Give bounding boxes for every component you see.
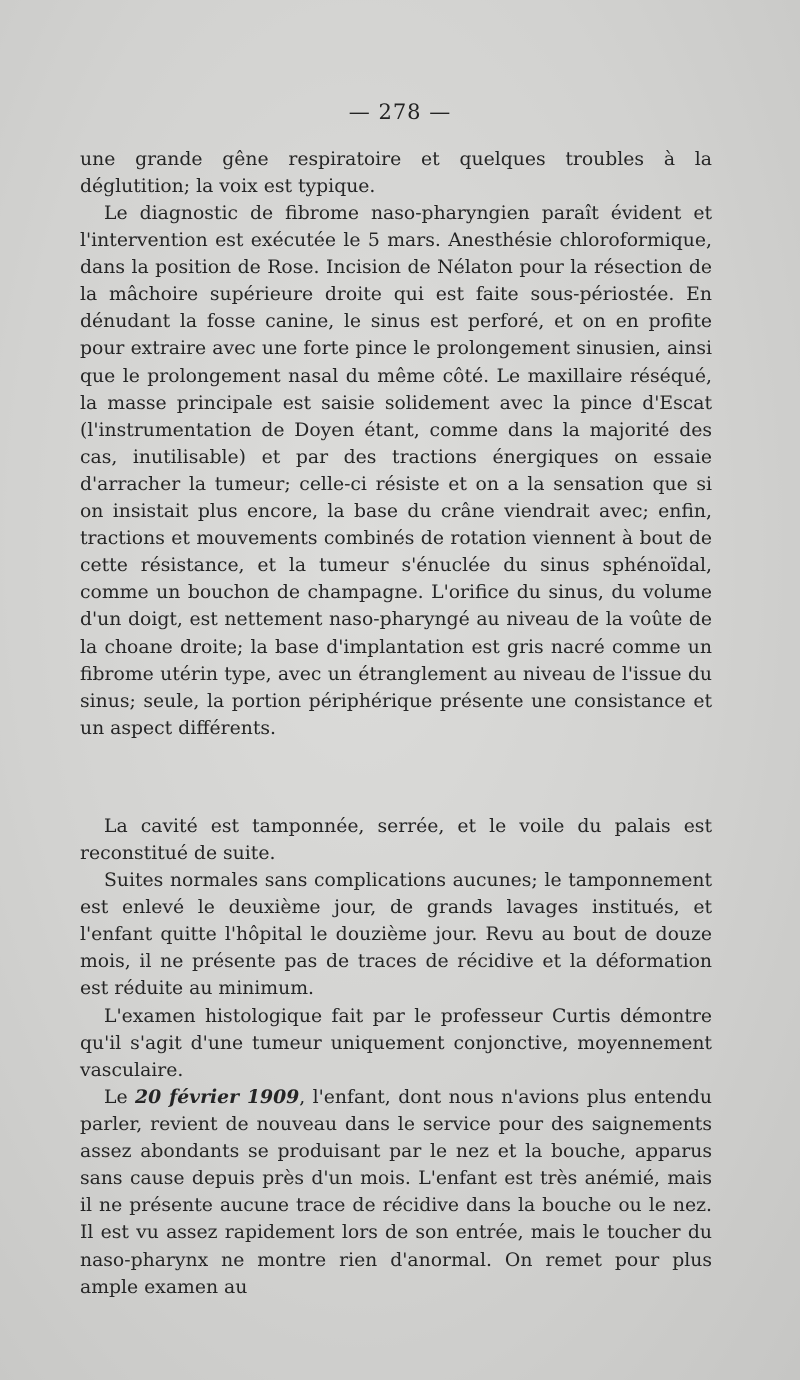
paragraph-4: Suites normales sans complications aucunes; le tamponnement est enlevé le deuxième jour, de grands lavages institués, et l'enfant quitte l'hôpital le douzième jour. Revu au bout de douze mois, il ne présente pas de traces de récidive et la déformation est réduite au minimum. <box>80 870 712 1000</box>
paragraph-2: Le diagnostic de fibrome naso-pharyngien paraît évident et l'intervention est exécutée le 5 mars. Anesthésie chloroformique, dans la position de Rose. Incision de Nélaton pour la résection de la mâchoire supérieure droite qui est faite sous-périostée. En dénudant la fosse canine, le sinus est perforé, et on en profite pour extraire avec une forte pince le prolongement sinusien, ainsi que le prolongement nasal du même côté. Le maxillaire réséqué, la masse principale est saisie solidement avec la pince d'Escat (l'instrumentation de Doyen étant, comme dans la majorité des cas, inutilisable) et par des tractions énergiques on essaie d'arracher la tumeur; celle-ci résiste et on a la sensation que si on insistait plus encore, la base du crâne viendrait avec; enfin, tractions et mouvements combinés de rotation viennent à bout de cette résistance, et la tumeur s'énuclée du sinus sphénoïdal, comme un bouchon de champagne. L'orifice du sinus, du volume d'un doigt, est nettement naso-pharyngé au niveau de la voûte de la choane droite; la base d'implantation est gris nacré comme un fibrome utérin type, avec un étranglement au niveau de l'issue du sinus; seule, la portion périphérique présente une consistance et un aspect différents. <box>80 203 712 739</box>
paragraph-6-date: 20 février 1909 <box>135 1086 300 1108</box>
page-number: — 278 — <box>348 100 452 124</box>
paragraph-5: L'examen histologique fait par le professeur Curtis démontre qu'il s'agit d'une tumeur uniquement conjonctive, moyennement vasculaire. <box>80 1006 712 1082</box>
paragraph-6-prefix: Le <box>104 1087 136 1108</box>
paragraph-6 <box>80 1084 712 1301</box>
paragraph-3: La cavité est tamponnée, serrée, et le voile du palais est reconstitué de suite. <box>80 816 712 865</box>
paragraph-6-text: , l'enfant, dont nous n'avions plus entendu parler, revient de nouveau dans le service pour des saignements assez abondants se produisant par le nez et la bouche, apparus sans cause depuis près d'un mois. L'enfant est très anémié, mais il ne présente aucune trace de récidive dans la bouche ou le nez. Il est vu assez rapidement lors de son entrée, mais le toucher du naso-pharynx ne montre rien d'anormal. On remet pour plus ample examen au <box>80 1087 712 1298</box>
paragraph-1: une grande gêne respiratoire et quelques troubles à la déglutition; la voix est typique. <box>80 149 712 198</box>
